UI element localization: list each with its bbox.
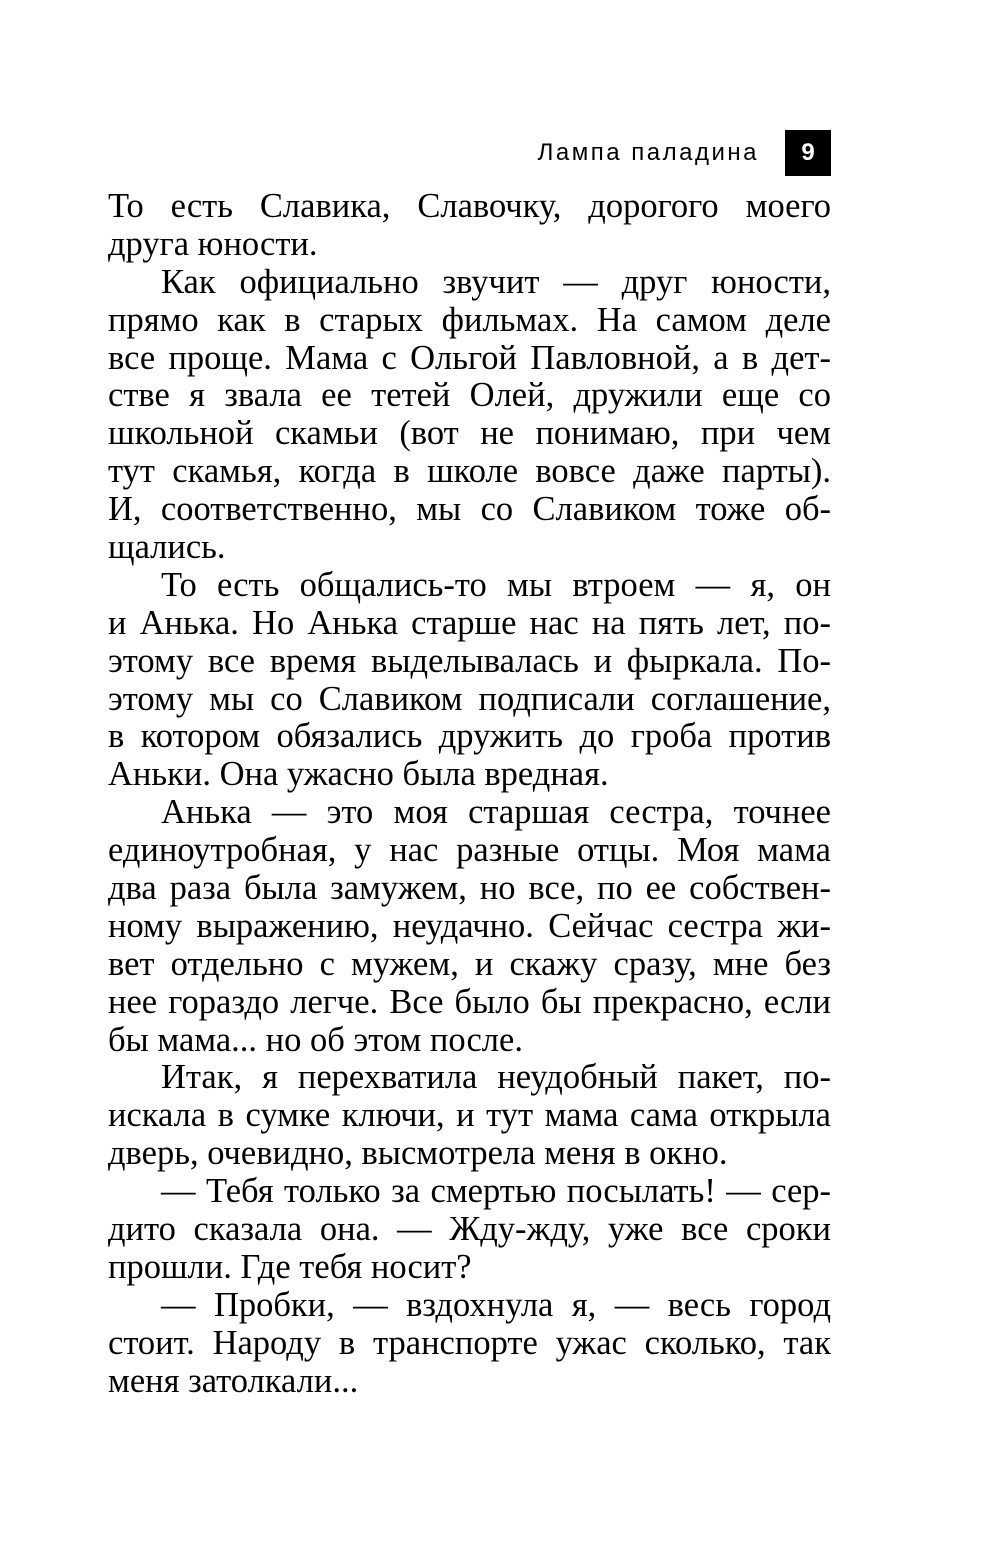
paragraph <box>108 188 831 264</box>
paragraph <box>108 567 831 794</box>
text-line: прямо как в старых фильмах. На самом деле <box>108 300 831 339</box>
text-body <box>108 188 831 1401</box>
text-line: тут скамья, когда в школе вовсе даже парты). <box>108 452 831 491</box>
text-line: дито сказала она. — Жду-жду, уже все сроки <box>108 1210 831 1249</box>
text-line: искала в сумке ключи, и тут мама сама открыла <box>108 1096 831 1135</box>
paragraph <box>108 794 831 1059</box>
text-line: нее гораздо легче. Все было бы прекрасно, если <box>108 982 831 1021</box>
text-line: стве я звала ее тетей Олей, дружили еще со <box>108 376 831 415</box>
text-line: То есть общались-то мы втроем — я, он <box>161 565 831 604</box>
paragraph <box>108 1287 831 1401</box>
text-line: этому мы со Славиком подписали соглашение, <box>108 679 831 718</box>
text-line: школьной скамьи (вот не понимаю, при чем <box>108 414 831 453</box>
text-line: прошли. Где тебя носит? <box>108 1247 472 1286</box>
text-line: бы мама... но об этом после. <box>108 1020 523 1059</box>
text-line: — Тебя только за смертью посылать! — сер- <box>161 1172 831 1211</box>
text-line: все проще. Мама с Ольгой Павловной, а в дет- <box>108 338 831 377</box>
text-line: стоит. Народу в транспорте ужас сколько, так <box>108 1323 831 1362</box>
text-line: Как официально звучит — друг юности, <box>161 262 831 301</box>
text-line: друга юности. <box>108 224 318 263</box>
paragraph <box>108 264 831 567</box>
paragraph <box>108 1059 831 1173</box>
text-line: дверь, очевидно, высмотрела меня в окно. <box>108 1134 728 1173</box>
text-line: и Анька. Но Анька старше нас на пять лет, по- <box>108 603 831 642</box>
text-line: Аньки. Она ужасно была вредная. <box>108 755 609 794</box>
running-head <box>108 130 831 176</box>
text-line: два раза была замужем, но все, по ее собствен- <box>108 869 831 908</box>
text-line: То есть Славика, Славочку, дорогого моего <box>108 187 831 225</box>
text-line: Итак, я перехватила неудобный пакет, по- <box>161 1058 831 1097</box>
text-line: Анька — это моя старшая сестра, точнее <box>161 793 831 832</box>
text-line: ному выражению, неудачно. Сейчас сестра жи- <box>108 906 831 945</box>
text-line: И, соответственно, мы со Славиком тоже об- <box>108 490 831 529</box>
book-title: Лампа паладина <box>537 139 759 166</box>
page-number: 9 <box>785 130 831 176</box>
text-line: вет отдельно с мужем, и скажу сразу, мне без <box>108 944 831 983</box>
text-line: щались. <box>108 528 226 567</box>
text-line: меня затолкали... <box>108 1361 359 1400</box>
text-line: — Пробки, — вздохнула я, — весь город <box>161 1285 831 1324</box>
paragraph <box>108 1173 831 1287</box>
text-line: единоутробная, у нас разные отцы. Моя мама <box>108 831 831 870</box>
text-line: этому все время выделывалась и фыркала. По- <box>108 641 831 680</box>
text-line: в котором обязались дружить до гроба против <box>108 717 831 756</box>
